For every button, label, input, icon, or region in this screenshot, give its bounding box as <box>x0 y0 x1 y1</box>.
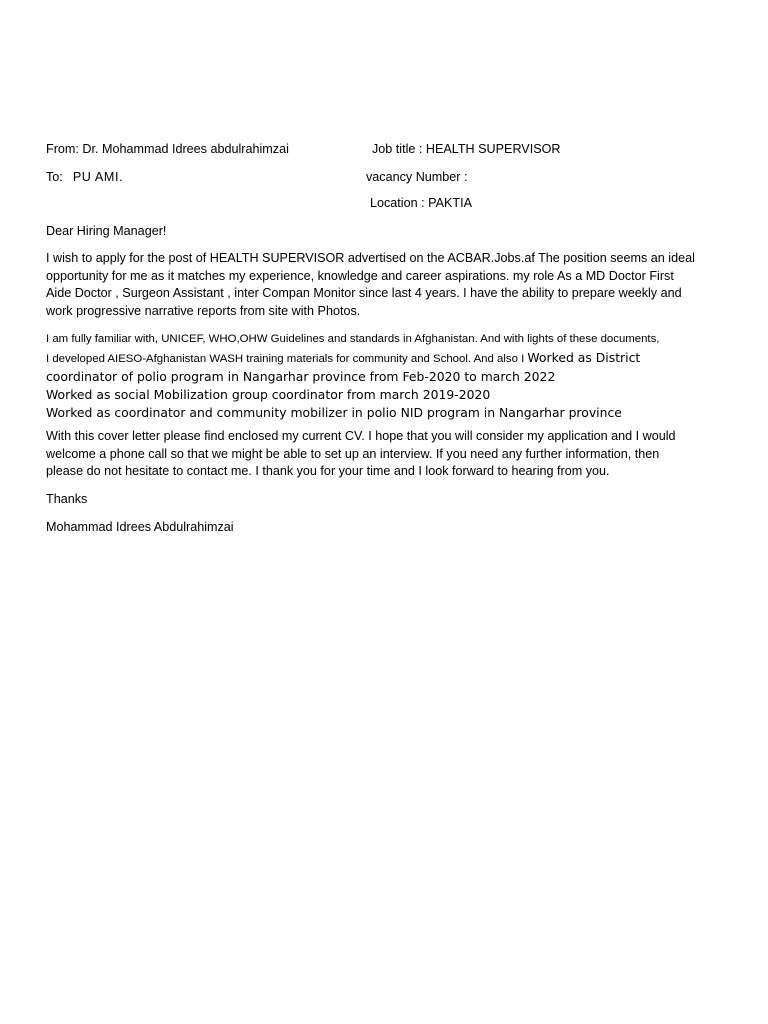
to-label: To: <box>46 170 63 184</box>
paragraph-fragment: I developed AIESO-Afghanistan WASH training materials for community and School. And also I <box>46 352 528 365</box>
location: Location : PAKTIA <box>370 196 472 210</box>
paragraph-closing <box>46 428 726 481</box>
paragraph-line: opportunity for me as it matches my experience, knowledge and career aspirations. my role As a MD Doctor First <box>46 268 674 283</box>
job-title: Job title : HEALTH SUPERVISOR <box>372 142 561 156</box>
paragraph-line: I wish to apply for the post of HEALTH SUPERVISOR advertised on the ACBAR.Jobs.af The position seems an ideal <box>46 251 695 265</box>
paragraph-line: work progressive narrative reports from site with Photos. <box>46 303 361 318</box>
paragraph-line: Worked as coordinator and community mobilizer in polio NID program in Nangarhar province <box>46 404 622 420</box>
paragraph-line: coordinator of polio program in Nangarhar province from Feb-2020 to march 2022 <box>46 369 556 384</box>
to-line <box>46 169 123 187</box>
paragraph-fragment: Worked as District <box>527 349 641 365</box>
paragraph-line: please do not hesitate to contact me. I thank you for your time and I look forward to hearing from you. <box>46 464 610 478</box>
salutation: Dear Hiring Manager! <box>46 224 167 238</box>
paragraph-application <box>46 250 726 320</box>
paragraph-line: Worked as social Mobilization group coordinator from march 2019-2020 <box>46 386 491 402</box>
paragraph-line: Aide Doctor , Surgeon Assistant , inter Compan Monitor since last 4 years. I have the ability to prepare weekly and <box>46 286 682 300</box>
paragraph-experience <box>46 331 746 421</box>
from-line: From: Dr. Mohammad Idrees abdulrahimzai <box>46 142 289 156</box>
closing: Thanks <box>46 492 88 506</box>
paragraph-line: welcome a phone call so that we might be able to set up an interview. If you need any further information, then <box>46 446 660 461</box>
signature: Mohammad Idrees Abdulrahimzai <box>46 520 234 534</box>
vacancy-number: vacancy Number : <box>366 170 468 184</box>
to-recipient: PU AMI. <box>72 170 124 184</box>
paragraph-line: With this cover letter please find enclosed my current CV. I hope that you will consider my application and I would <box>46 429 676 443</box>
paragraph-line-mixed <box>46 349 746 369</box>
paragraph-line: I am fully familiar with, UNICEF, WHO,OHW Guidelines and standards in Afghanistan. And with lights of these documents, <box>46 333 660 345</box>
